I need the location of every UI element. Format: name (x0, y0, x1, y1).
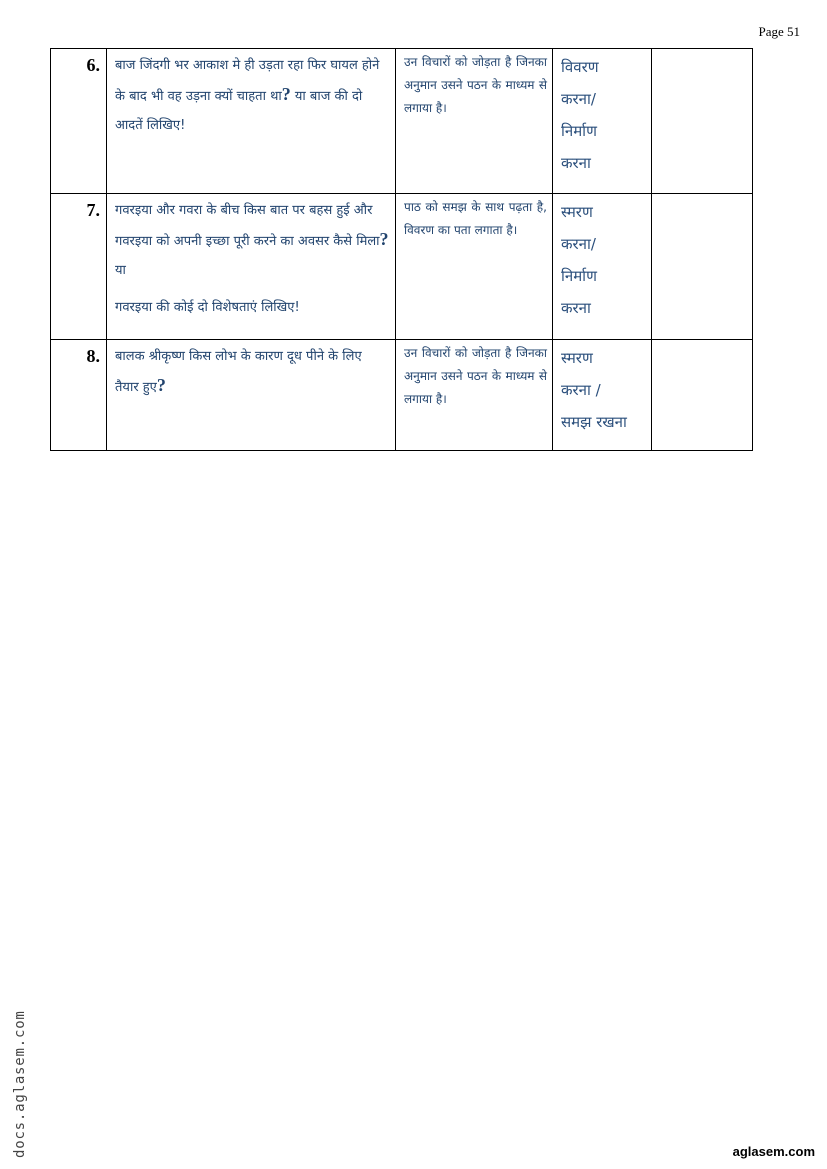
skill-line: करना / (561, 381, 601, 399)
question-text-part: या बाज की दो आदतें लिखिए! (115, 89, 363, 133)
skill-cell (553, 340, 652, 451)
question-number: 6. (51, 49, 107, 194)
question-mark: ? (379, 229, 389, 249)
skill-cell (553, 49, 652, 194)
question-text (107, 194, 396, 340)
blank-cell (652, 194, 753, 340)
question-text-part: गवरइया और गवरा के बीच किस बात पर बहस हुई और गवरइया को अपनी इच्छा पूरी करने का अवसर कैसे मिला (115, 203, 380, 249)
question-text-part: बालक श्रीकृष्ण किस लोभ के कारण दूध पीने के लिए तैयार हुए (115, 349, 362, 395)
skill-line: करना (561, 299, 591, 317)
skill-line: स्मरण (561, 203, 593, 221)
skill-line: करना/ (561, 90, 596, 108)
question-number: 7. (51, 194, 107, 340)
question-mark: ? (281, 84, 291, 104)
question-mark: ? (156, 375, 166, 395)
skill-line: निर्माण (561, 122, 597, 140)
learning-objective: पाठ को समझ के साथ पढ़ता है, विवरण का पता लगाता है। (396, 194, 553, 340)
question-number: 8. (51, 340, 107, 451)
skill-line: निर्माण (561, 267, 597, 285)
question-text-part: गवरइया की कोई दो विशेषताएं लिखिए! (115, 300, 300, 315)
brand-logo-text: aglasem.com (732, 1144, 815, 1159)
skill-line: समझ रखना (561, 413, 627, 431)
question-text-part: बाज जिंदगी भर आकाश मे ही उड़ता रहा फिर घायल होने के बाद भी वह उड़ना क्यों चाहता था (115, 58, 380, 104)
learning-objective: उन विचारों को जोड़ता है जिनका अनुमान उसने पठन के माध्यम से लगाया है। (396, 340, 553, 451)
page-number: Page 51 (758, 24, 800, 39)
side-watermark: docs.aglasem.com (12, 1010, 28, 1158)
table-row (51, 340, 753, 451)
blank-cell (652, 49, 753, 194)
skill-cell (553, 194, 652, 340)
table-row (51, 194, 753, 340)
question-text-part: या (115, 263, 126, 278)
skill-line: करना (561, 154, 591, 172)
skill-line: विवरण (561, 58, 599, 76)
blank-cell (652, 340, 753, 451)
question-text (107, 340, 396, 451)
question-text (107, 49, 396, 194)
skill-line: स्मरण (561, 349, 593, 367)
learning-objective: उन विचारों को जोड़ता है जिनका अनुमान उसने पठन के माध्यम से लगाया है। (396, 49, 553, 194)
question-table (50, 48, 753, 451)
table-row (51, 49, 753, 194)
skill-line: करना/ (561, 235, 596, 253)
